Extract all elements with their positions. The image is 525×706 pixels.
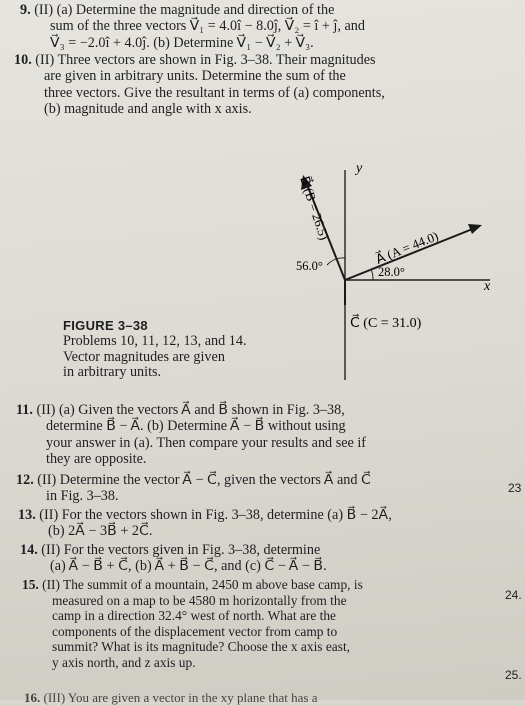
problem-text: (b) 2A⃗ − 3B⃗ + 2C⃗. [48,523,153,540]
problem-text: camp in a direction 32.4° west of north. What are the [52,608,336,624]
problem-text: are given in arbitrary units. Determine the sum of the [44,68,346,85]
caption-text: Vector magnitudes are given [63,348,225,365]
problem-text: your answer in (a). Then compare your results and see if [46,434,367,451]
problem-text: determine B⃗ − A⃗. (b) Determine A⃗ − B⃗ without using [46,418,346,435]
figure-title: FIGURE 3–38 [63,318,148,333]
problem-11 [16,402,506,468]
problem-text: components of the displacement vector from camp to [52,623,338,639]
margin-number: 25. [505,668,522,682]
angle-a-label: 28.0° [378,265,405,279]
problem-number: 12. [16,472,34,488]
vector-a-arrowhead [468,224,482,234]
problem-text: (II) The summit of a mountain, 2450 m above base camp, is [42,577,363,592]
problem-text: (II) (a) Given the vectors A⃗ and B⃗ shown in Fig. 3–38, [36,402,345,418]
problem-text: (II) Three vectors are shown in Fig. 3–38. Their magnitudes [35,52,376,68]
problem-number: 13. [18,507,36,523]
problem-text: measured on a map to be 4580 m horizontally from the [52,592,347,608]
problem-number: 9. [20,2,31,18]
problem-number: 10. [14,52,32,68]
problem-number: 16. [24,690,41,705]
angle-arc-a [371,269,373,280]
y-axis-label: y [356,161,363,176]
problem-text: three vectors. Give the resultant in terms of (a) components, [44,84,385,101]
margin-number: 24. [505,588,522,602]
problem-text: (II) For the vectors shown in Fig. 3–38, determine (a) B⃗ − 2A⃗, [39,507,392,523]
problem-text: (II) (a) Determine the magnitude and direction of the [34,2,335,18]
vector-a-label: A⃗ (A = 44.0) [373,228,441,267]
problem-text: (a) A⃗ − B⃗ + C⃗, (b) A⃗ + B⃗ − C⃗, and (c) C⃗ − A⃗ − B⃗. [50,558,327,575]
angle-arc-b [327,258,345,265]
problem-14 [20,542,500,575]
problem-text: V⃗₃ = −2.0î + 4.0ĵ. (b) Determine V⃗₁ − V⃗₂ + V⃗₃. [50,34,314,51]
problem-text: sum of the three vectors V⃗₁ = 4.0î − 8.0ĵ, V⃗₂ = î + ĵ, and [50,18,365,35]
problem-text: (II) For the vectors given in Fig. 3–38, determine [41,542,321,558]
problem-13 [18,507,508,540]
problem-12 [16,472,506,505]
problem-text: in Fig. 3–38. [46,488,119,505]
problem-text: (III) You are given a vector in the xy plane that has a [43,690,318,705]
margin-number: 23 [508,481,522,495]
problem-15 [22,577,502,671]
x-axis-label: x [484,279,491,294]
problem-number: 11. [16,402,33,418]
vector-b-label: B⃗ (B = 26.5) [297,174,332,242]
problem-number: 14. [20,542,38,558]
problem-text: y axis north, and z axis up. [52,654,196,670]
caption-text: in arbitrary units. [63,364,162,381]
problem-16 [24,690,504,706]
problem-text: they are opposite. [46,451,147,468]
problem-text: (II) Determine the vector A⃗ − C⃗, given the vectors A⃗ and C⃗ [37,472,371,488]
figure-caption [63,318,247,381]
caption-text: Problems 10, 11, 12, 13, and 14. [63,332,247,349]
angle-b-label: 56.0° [296,259,323,273]
problem-text: (b) magnitude and angle with x axis. [44,101,252,118]
problem-number: 15. [22,577,39,592]
vector-c-label: C⃗ (C = 31.0) [350,316,422,331]
problem-text: summit? What is its magnitude? Choose the x axis east, [52,639,351,655]
